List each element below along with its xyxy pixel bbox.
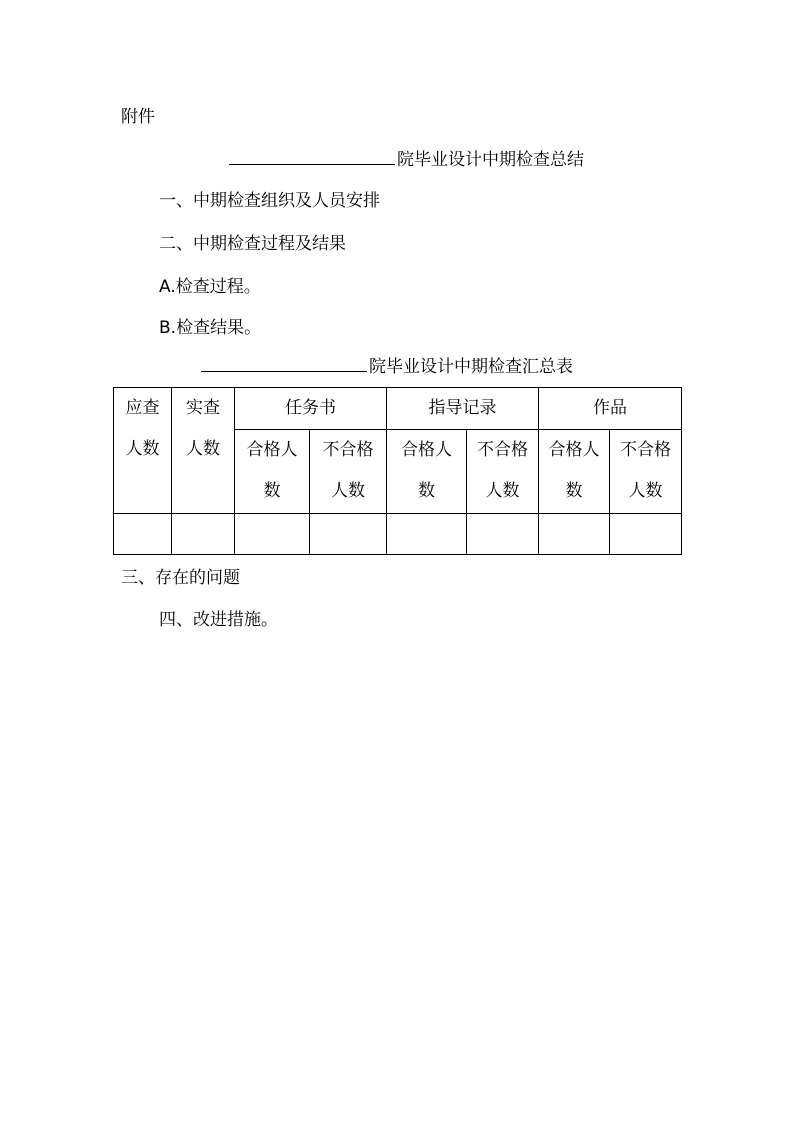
table-title <box>201 356 573 378</box>
guidance-unqualified-cell[interactable] <box>467 514 539 555</box>
task-book-unqualified-cell[interactable] <box>310 514 387 555</box>
works-unqualified-cell[interactable] <box>610 514 682 555</box>
section-2-heading: 二、中期检查过程及结果 <box>159 234 346 254</box>
section-2b-item: B.检查结果。 <box>159 318 262 338</box>
summary-title-text: 院毕业设计中期检查总结 <box>397 150 584 170</box>
works-qualified-cell[interactable] <box>539 514 610 555</box>
task-book-unqualified-header: 不合格人数 <box>310 430 387 514</box>
works-qualified-header: 合格人数 <box>539 430 610 514</box>
section-3-heading: 三、存在的问题 <box>121 568 240 588</box>
mid-term-summary-table <box>113 387 682 555</box>
task-book-qualified-header: 合格人数 <box>235 430 310 514</box>
guidance-qualified-header: 合格人数 <box>387 430 467 514</box>
task-book-qualified-cell[interactable] <box>235 514 310 555</box>
header-actual-check: 实查人数 <box>172 388 235 514</box>
college-name-blank[interactable] <box>229 150 395 165</box>
header-should-check: 应查人数 <box>114 388 172 514</box>
summary-title <box>229 149 584 171</box>
guidance-qualified-cell[interactable] <box>387 514 467 555</box>
table-college-name-blank[interactable] <box>201 357 367 372</box>
section-2a-item: A.检查过程。 <box>159 277 261 297</box>
actual-check-count-cell[interactable] <box>172 514 235 555</box>
attachment-label: 附件 <box>121 107 155 127</box>
works-unqualified-header: 不合格人数 <box>610 430 682 514</box>
should-check-count-cell[interactable] <box>114 514 172 555</box>
header-task-book: 任务书 <box>235 388 387 430</box>
header-guidance-record: 指导记录 <box>387 388 539 430</box>
guidance-unqualified-header: 不合格人数 <box>467 430 539 514</box>
table-title-text: 院毕业设计中期检查汇总表 <box>369 357 573 377</box>
header-works: 作品 <box>539 388 682 430</box>
section-4-heading: 四、改进措施。 <box>159 610 278 630</box>
section-1-heading: 一、中期检查组织及人员安排 <box>159 191 380 211</box>
table-row <box>114 514 682 555</box>
